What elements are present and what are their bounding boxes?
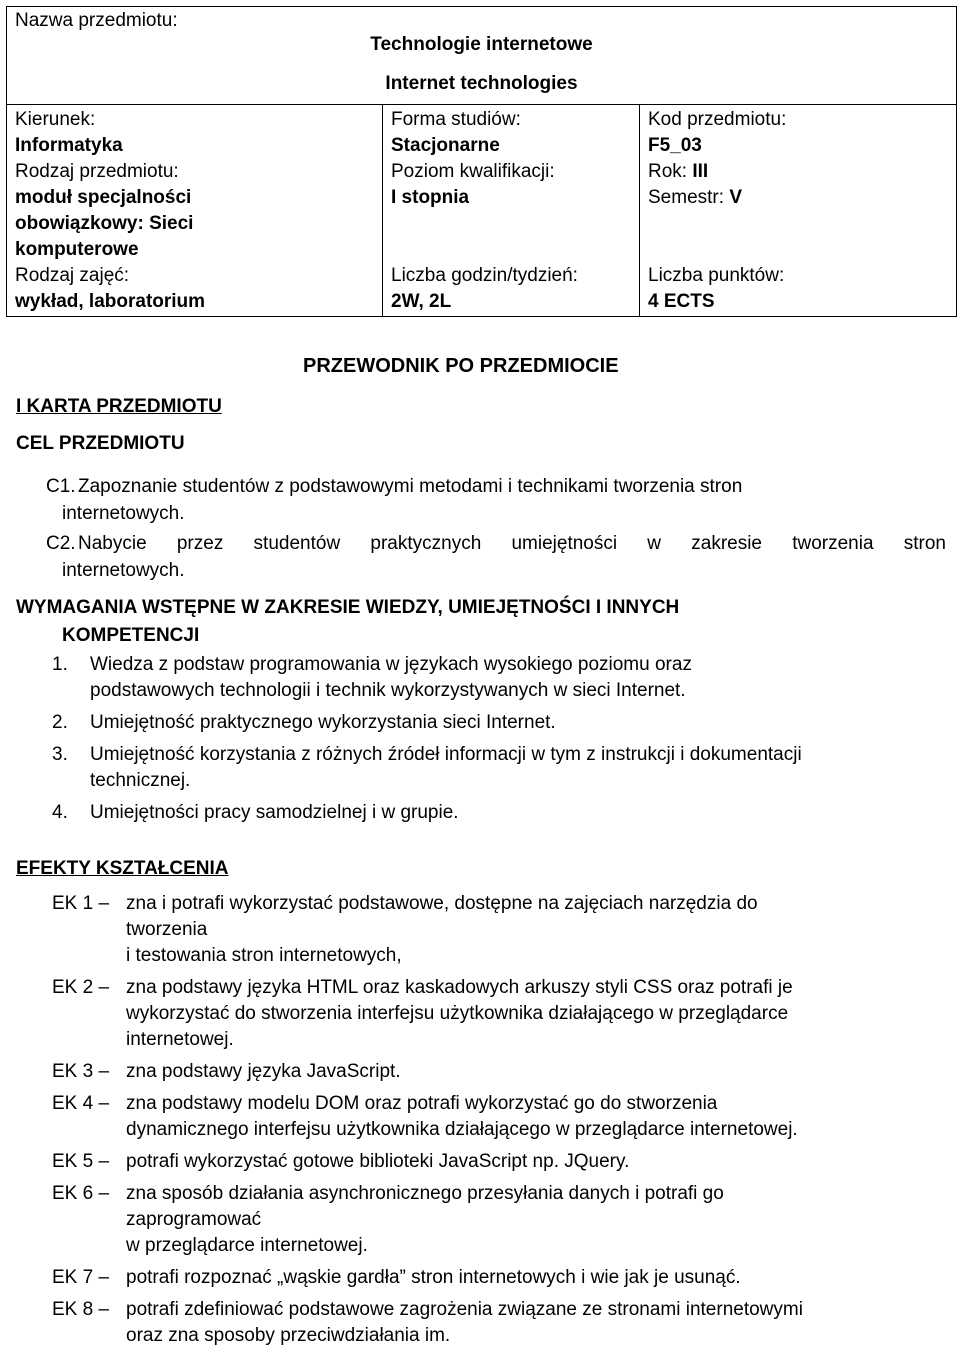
- efekt-text: zna podstawy języka JavaScript.: [126, 1061, 401, 1082]
- kierunek-label: Kierunek:: [15, 109, 96, 130]
- liczba-godzin-value: 2W, 2L: [391, 291, 452, 312]
- cel-c2: [46, 530, 946, 584]
- efekt-row: [52, 891, 947, 969]
- efekt-row: [52, 975, 947, 1053]
- list-item-text: Umiejętności pracy samodzielnej i w grupie.: [90, 802, 459, 823]
- list-item: [52, 652, 942, 704]
- efekt-text: zna podstawy języka HTML oraz kaskadowych arkuszy styli CSS oraz potrafi je: [126, 977, 793, 998]
- course-info-right: [640, 105, 957, 317]
- course-name-cell: [7, 7, 957, 105]
- rodzaj-przedmiotu-value-3: komputerowe: [15, 239, 139, 260]
- course-name-label: Nazwa przedmiotu:: [15, 10, 178, 31]
- kod-przedmiotu-label: Kod przedmiotu:: [648, 109, 787, 130]
- efekt-code: EK 5 –: [52, 1151, 110, 1172]
- list-item-text: podstawowych technologii i technik wykorzystywanych w sieci Internet.: [90, 680, 686, 701]
- efekt-code: EK 7 –: [52, 1267, 110, 1288]
- semestr-label: Semestr:: [648, 187, 725, 208]
- section-karta-przedmiotu: I KARTA PRZEDMIOTU: [16, 396, 222, 417]
- efekt-text: tworzenia: [126, 919, 208, 940]
- efekt-row: [52, 1059, 947, 1085]
- efekt-code: EK 6 –: [52, 1183, 110, 1204]
- efekty-list: [52, 891, 947, 1349]
- rodzaj-zajec-value: wykład, laboratorium: [15, 291, 206, 312]
- cel-c1: [46, 473, 946, 527]
- list-item-number: 3.: [52, 744, 68, 765]
- efekt-row: [52, 1149, 947, 1175]
- course-info-middle: [383, 105, 640, 317]
- list-item: [52, 742, 942, 794]
- list-item-text: Umiejętność praktycznego wykorzystania sieci Internet.: [90, 712, 556, 733]
- course-title-en: Internet technologies: [385, 73, 578, 94]
- efekt-text: w przeglądarce internetowej.: [126, 1235, 368, 1256]
- list-item-text: technicznej.: [90, 770, 191, 791]
- rok-value: III: [692, 161, 709, 182]
- course-title-pl: Technologie internetowe: [370, 34, 593, 55]
- rok-label: Rok:: [648, 161, 688, 182]
- efekt-text: zna podstawy modelu DOM oraz potrafi wykorzystać go do stworzenia: [126, 1093, 718, 1114]
- list-item-text: Wiedza z podstaw programowania w językach wysokiego poziomu oraz: [90, 654, 692, 675]
- wymagania-heading-line-2: KOMPETENCJI: [62, 625, 200, 646]
- list-item: [52, 710, 942, 736]
- rodzaj-przedmiotu-value-1: moduł specjalności: [15, 187, 192, 208]
- list-item-text: Umiejętność korzystania z różnych źródeł informacji w tym z instrukcji i dokumentacji: [90, 744, 802, 765]
- liczba-punktow-value: 4 ECTS: [648, 291, 715, 312]
- rodzaj-zajec-label: Rodzaj zajęć:: [15, 265, 130, 286]
- poziom-kwalifikacji-value: I stopnia: [391, 187, 470, 208]
- efekt-text: dynamicznego interfejsu użytkownika działającego w przeglądarce internetowej.: [126, 1119, 798, 1140]
- cel-c1-number: C1.: [46, 476, 76, 497]
- efekt-text: zna i potrafi wykorzystać podstawowe, dostępne na zajęciach narzędzia do: [126, 893, 758, 914]
- kierunek-value: Informatyka: [15, 135, 123, 156]
- liczba-godzin-label: Liczba godzin/tydzień:: [391, 265, 578, 286]
- cel-c1-line-1: Zapoznanie studentów z podstawowymi metodami i technikami tworzenia stron: [78, 476, 743, 497]
- efekt-text: oraz zna sposoby przeciwdziałania im.: [126, 1325, 451, 1346]
- efekt-code: EK 2 –: [52, 977, 110, 998]
- efekt-row: [52, 1181, 947, 1259]
- efekt-text: wykorzystać do stworzenia interfejsu użytkownika działającego w przeglądarce: [126, 1003, 789, 1024]
- list-item: [52, 800, 942, 826]
- efekt-code: EK 1 –: [52, 893, 110, 914]
- efekt-text: i testowania stron internetowych,: [126, 945, 402, 966]
- section-cel-przedmiotu: CEL PRZEDMIOTU: [16, 433, 185, 454]
- efekt-text: internetowej.: [126, 1029, 234, 1050]
- efekt-row: [52, 1265, 947, 1291]
- wymagania-heading: [16, 594, 916, 650]
- wymagania-heading-line-1: WYMAGANIA WSTĘPNE W ZAKRESIE WIEDZY, UMIEJĘTNOŚCI I INNYCH: [16, 597, 680, 618]
- efekt-row: [52, 1297, 947, 1349]
- rodzaj-przedmiotu-label: Rodzaj przedmiotu:: [15, 161, 179, 182]
- cel-c2-line-1: Nabycie przez studentów praktycznych umiejętności w zakresie tworzenia stron: [78, 533, 946, 554]
- list-item-number: 4.: [52, 802, 68, 823]
- forma-studiow-label: Forma studiów:: [391, 109, 521, 130]
- course-info-left: [7, 105, 383, 317]
- efekt-code: EK 8 –: [52, 1299, 110, 1320]
- efekt-code: EK 3 –: [52, 1061, 110, 1082]
- cel-c2-line-2: internetowych.: [62, 560, 185, 581]
- course-header-table: [6, 6, 957, 317]
- kod-przedmiotu-value: F5_03: [648, 135, 702, 156]
- forma-studiow-value: Stacjonarne: [391, 135, 500, 156]
- efekt-text: potrafi wykorzystać gotowe biblioteki JavaScript np. JQuery.: [126, 1151, 630, 1172]
- efekt-row: [52, 1091, 947, 1143]
- efekt-code: EK 4 –: [52, 1093, 110, 1114]
- list-item-number: 2.: [52, 712, 68, 733]
- guide-title: PRZEWODNIK PO PRZEDMIOCIE: [303, 355, 619, 377]
- semestr-value: V: [729, 187, 742, 208]
- rodzaj-przedmiotu-value-2: obowiązkowy: Sieci: [15, 213, 194, 234]
- poziom-kwalifikacji-label: Poziom kwalifikacji:: [391, 161, 555, 182]
- wymagania-list: [52, 652, 942, 826]
- efekt-text: zaprogramować: [126, 1209, 262, 1230]
- efekt-text: zna sposób działania asynchronicznego przesyłania danych i potrafi go: [126, 1183, 724, 1204]
- liczba-punktow-label: Liczba punktów:: [648, 265, 785, 286]
- section-efekty-ksztalcenia: EFEKTY KSZTAŁCENIA: [16, 858, 229, 879]
- rok-row: [648, 159, 952, 185]
- efekt-text: potrafi rozpoznać „wąskie gardła” stron internetowych i wie jak je usunąć.: [126, 1267, 741, 1288]
- cel-c1-line-2: internetowych.: [62, 503, 185, 524]
- semestr-row: [648, 185, 952, 211]
- cel-c2-number: C2.: [46, 533, 76, 554]
- efekt-text: potrafi zdefiniować podstawowe zagrożenia związane ze stronami internetowymi: [126, 1299, 803, 1320]
- list-item-number: 1.: [52, 654, 68, 675]
